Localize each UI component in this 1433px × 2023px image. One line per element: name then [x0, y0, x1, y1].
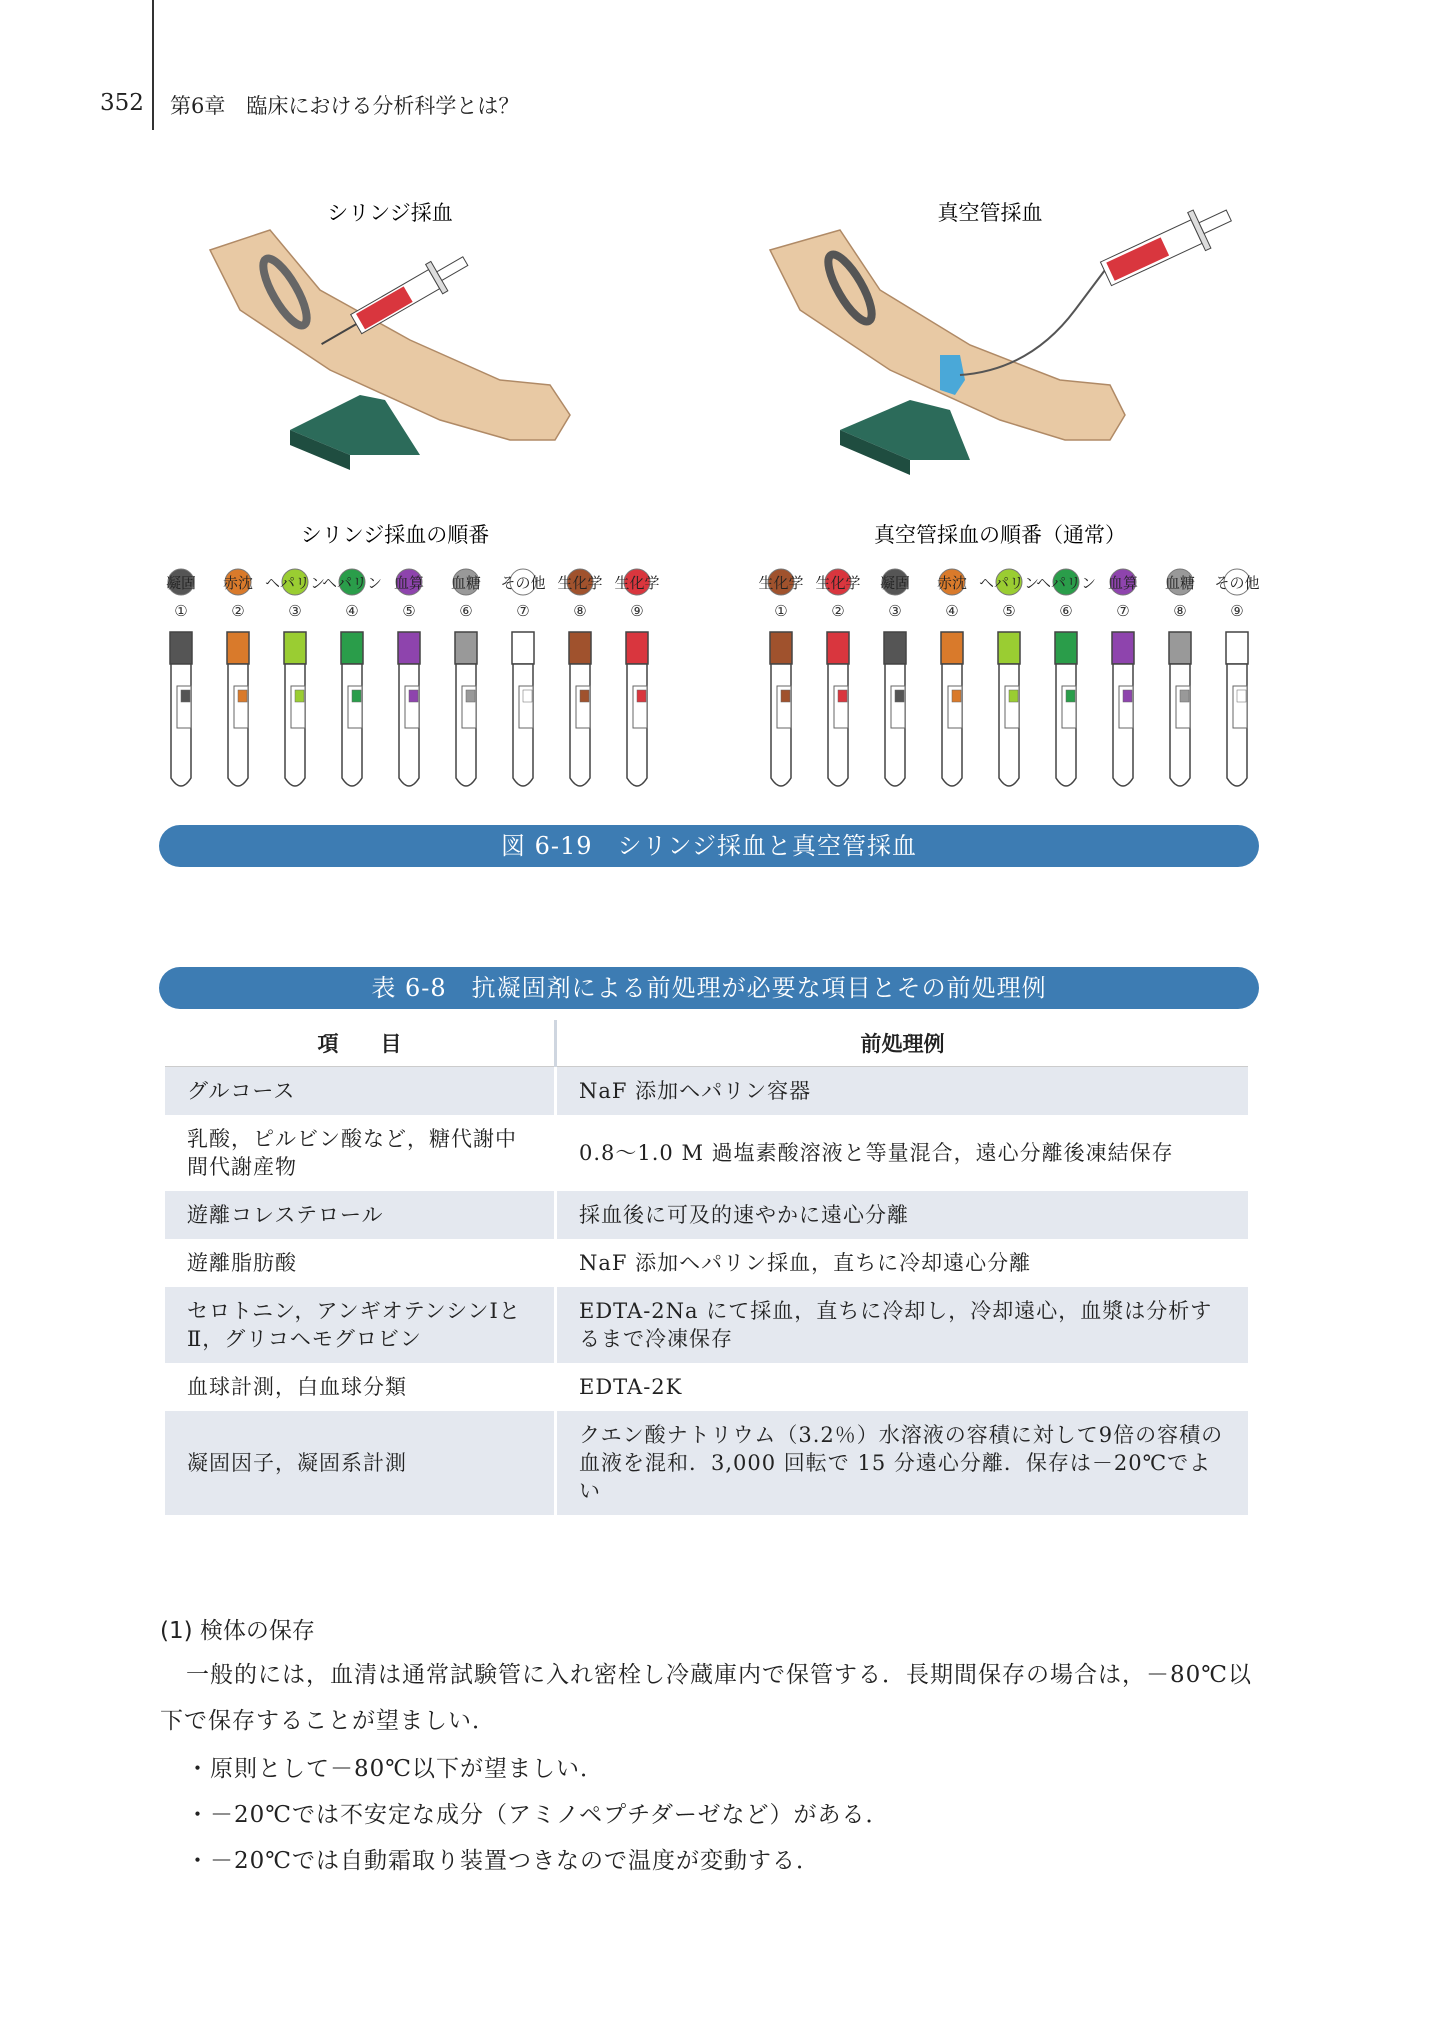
tube-cap: [827, 632, 849, 664]
vacuum-tube-1: [758, 569, 803, 786]
syringe-tube-1: [166, 569, 196, 786]
tube-label: ヘパリン: [264, 574, 326, 592]
tube-sticker-mark: [352, 690, 361, 702]
tube-number: ①: [774, 602, 788, 620]
method-cell: EDTA-2K: [556, 1363, 1249, 1411]
tube-sticker-mark: [295, 690, 304, 702]
tube-sticker-mark: [523, 690, 532, 702]
tube-sticker-mark: [1180, 690, 1189, 702]
header-divider: [152, 0, 154, 130]
syringe-tube-4: [322, 569, 382, 786]
table-row: [165, 1067, 1248, 1116]
tube-number: ⑤: [402, 602, 416, 620]
tube-label: 赤沈: [936, 574, 968, 592]
syringe-tube-5: [394, 569, 424, 786]
tube-sticker-mark: [838, 690, 847, 702]
tube-label: 血糖: [450, 574, 482, 592]
tube-sticker-mark: [952, 690, 961, 702]
tube-number: ⑦: [516, 602, 530, 620]
tube-label: 凝固: [879, 574, 911, 592]
tube-cap: [884, 632, 906, 664]
item-cell: グルコース: [165, 1067, 556, 1116]
tube-label: ヘパリン: [1035, 574, 1097, 592]
item-cell: 遊離コレステロール: [165, 1191, 556, 1239]
tube-number: ⑧: [573, 602, 587, 620]
tube-label: ヘパリン: [321, 574, 383, 592]
tube-cap: [1169, 632, 1191, 664]
table-row: [165, 1115, 1248, 1191]
syringe-tube-3: [265, 569, 325, 786]
vacuum-tube-6: [1036, 569, 1096, 786]
table-row: [165, 1363, 1248, 1411]
method-cell: NaF 添加ヘパリン容器: [556, 1067, 1249, 1116]
tube-number: ④: [945, 602, 959, 620]
tube-sticker-mark: [1237, 690, 1246, 702]
bullet-item: ・－20℃では不安定な成分（アミノペプチダーゼなど）がある．: [186, 1802, 890, 1828]
tube-cap: [626, 632, 648, 664]
item-cell: 遊離脂肪酸: [187, 1251, 297, 1275]
tube-cap: [941, 632, 963, 664]
tube-label: その他: [500, 574, 546, 592]
syringe-illustration: [210, 201, 570, 470]
tube-sticker-mark: [238, 690, 247, 702]
tube-number: ③: [288, 602, 302, 620]
method-cell: NaF 添加ヘパリン採血，直ちに冷却遠心分離: [556, 1239, 1249, 1287]
tube-label: その他: [1214, 574, 1260, 592]
tube-label: 血糖: [1164, 574, 1196, 592]
tube-cap: [170, 632, 192, 664]
vacuum-tube-8: [1165, 569, 1195, 786]
chapter-title: 第6章 臨床における分析科学とは？: [170, 94, 520, 118]
vacuum-tube-7: [1108, 569, 1138, 786]
tube-cap: [341, 632, 363, 664]
table-title: 表 6-8 抗凝固剤による前処理が必要な項目とその前処理例: [159, 967, 1259, 1009]
vacuum-tube-row: [758, 569, 1259, 786]
tube-sticker-mark: [637, 690, 646, 702]
table-row: [165, 1191, 1248, 1239]
section-heading: (1) 検体の保存: [160, 1618, 315, 1644]
arm-right: [770, 230, 1125, 440]
vacuum-tube-4: [937, 569, 967, 786]
method-cell: 0.8〜1.0 M 過塩素酸溶液と等量混合，遠心分離後凍結保存: [556, 1115, 1249, 1191]
table-row: [165, 1411, 1248, 1515]
tube-number: ③: [888, 602, 902, 620]
tube-label: 凝固: [165, 574, 197, 592]
tube-number: ⑧: [1173, 602, 1187, 620]
tube-cap: [227, 632, 249, 664]
figure-illustration: [150, 170, 1270, 820]
tube-number: ⑥: [459, 602, 473, 620]
tube-number: ①: [174, 602, 188, 620]
item-cell: 凝固因子，凝固系計測: [165, 1411, 556, 1515]
page-header: [0, 0, 1433, 140]
tube-sticker-mark: [580, 690, 589, 702]
bullet-item: ・－20℃では自動霜取り装置つきなので温度が変動する．: [186, 1848, 820, 1874]
tube-sticker-mark: [409, 690, 418, 702]
tube-cap: [284, 632, 306, 664]
tube-number: ②: [831, 602, 845, 620]
tube-cap: [770, 632, 792, 664]
tube-cap: [1112, 632, 1134, 664]
tube-label: 赤沈: [222, 574, 254, 592]
tube-sticker-mark: [895, 690, 904, 702]
tube-sticker-mark: [181, 690, 190, 702]
vacuum-tube-2: [815, 569, 860, 786]
tube-cap: [1226, 632, 1248, 664]
syringe-tube-6: [451, 569, 481, 786]
tube-cap: [998, 632, 1020, 664]
tube-label: 生化学: [758, 574, 804, 592]
tube-number: ④: [345, 602, 359, 620]
vacuum-order-title: 真空管採血の順番（通常）: [874, 523, 1126, 547]
tube-sticker-mark: [1066, 690, 1075, 702]
figure-caption: 図 6-19 シリンジ採血と真空管採血: [159, 825, 1259, 867]
tube-number: ⑤: [1002, 602, 1016, 620]
method-cell: EDTA-2Na にて採血，直ちに冷却し，冷却遠心，血漿は分析するまで冷凍保存: [556, 1287, 1249, 1363]
pretreatment-table: [165, 1020, 1248, 1515]
body-paragraph: 一般的には，血清は通常試験管に入れ密栓し冷蔵庫内で保管する．長期間保存の場合は，－80℃以下で保存することが望ましい．: [160, 1662, 1252, 1734]
column-header-item: 項 目: [165, 1020, 556, 1067]
table-header-row: [165, 1020, 1248, 1067]
syringe-right: [1097, 197, 1238, 293]
method-cell: 採血後に可及的速やかに遠心分離: [556, 1191, 1249, 1239]
tube-sticker-mark: [1009, 690, 1018, 702]
tube-number: ②: [231, 602, 245, 620]
tube-cap: [512, 632, 534, 664]
tube-sticker-mark: [1123, 690, 1132, 702]
item-cell: セロトニン，アンギオテンシンⅠとⅡ，グリコヘモグロビン: [165, 1287, 556, 1363]
vacuum-tube-3: [880, 569, 910, 786]
table-row: [165, 1239, 1248, 1287]
vacuum-illustration: [770, 197, 1238, 475]
syringe-tube-row: [166, 569, 660, 786]
page-number: 352: [100, 90, 144, 116]
figure-6-19: [150, 170, 1270, 820]
method-cell: クエン酸ナトリウム（3.2％）水溶液の容積に対して9倍の容積の血液を混和．3,000 回転で 15 分遠心分離．保存は－20℃でよい: [556, 1411, 1249, 1515]
tube-number: ⑨: [1230, 602, 1244, 620]
tube-sticker-mark: [466, 690, 475, 702]
bullet-item: ・原則として－80℃以下が望ましい．: [186, 1756, 604, 1782]
item-cell: 乳酸，ピルビン酸など，糖代謝中間代謝産物: [187, 1127, 517, 1179]
vacuum-tube-5: [979, 569, 1039, 786]
syringe-tube-8: [557, 569, 602, 786]
tube-sticker-mark: [781, 690, 790, 702]
tube-label: 血算: [393, 574, 425, 592]
item-cell: 血球計測，白血球分類: [187, 1375, 407, 1399]
table-row: [165, 1287, 1248, 1363]
tube-cap: [455, 632, 477, 664]
tube-number: ⑥: [1059, 602, 1073, 620]
syringe-tube-9: [614, 569, 659, 786]
syringe-tube-7: [500, 569, 545, 786]
tube-cap: [398, 632, 420, 664]
tube-number: ⑨: [630, 602, 644, 620]
tube-cap: [1055, 632, 1077, 664]
syringe-title: シリンジ採血: [327, 201, 453, 225]
vacuum-title: 真空管採血: [937, 201, 1043, 225]
tube-label: 生化学: [614, 574, 660, 592]
tube-label: 血算: [1107, 574, 1139, 592]
tube-cap: [569, 632, 591, 664]
syringe-order-title: シリンジ採血の順番: [300, 523, 490, 547]
tube-label: ヘパリン: [978, 574, 1040, 592]
syringe-tube-2: [223, 569, 253, 786]
vacuum-tube-9: [1214, 569, 1259, 786]
tube-label: 生化学: [557, 574, 603, 592]
tube-number: ⑦: [1116, 602, 1130, 620]
column-header-method: 前処理例: [556, 1020, 1249, 1067]
tube-label: 生化学: [815, 574, 861, 592]
